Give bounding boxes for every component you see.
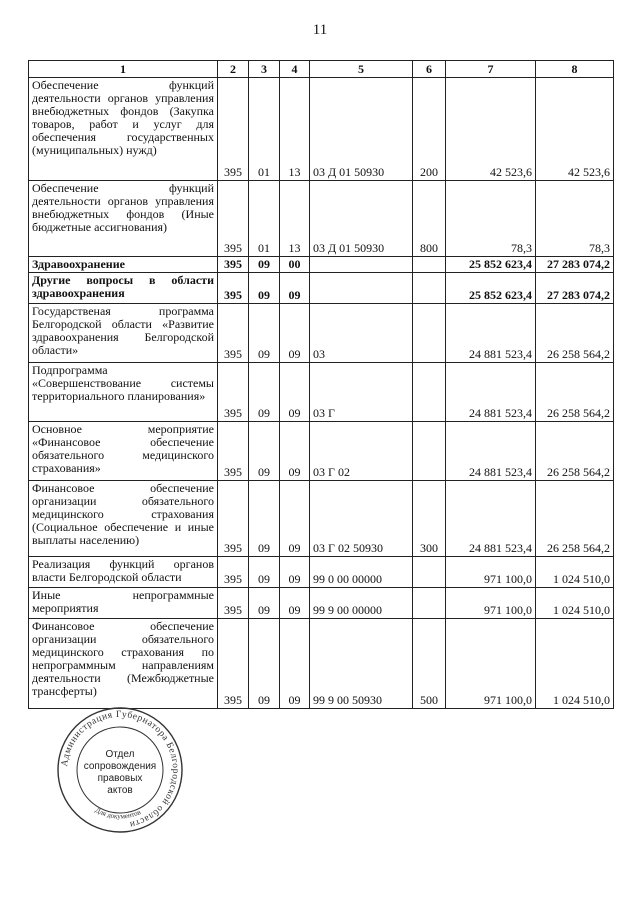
row-vr: 500 bbox=[413, 619, 446, 709]
row-year-2: 26 258 564,2 bbox=[536, 304, 614, 363]
row-csr: 99 0 00 00000 bbox=[310, 557, 413, 588]
row-name: Государственая программа Белгородской области «Развитие здравоохранения Белгородской области» bbox=[29, 304, 218, 363]
row-vr: 200 bbox=[413, 78, 446, 181]
stamp-line-4: актов bbox=[107, 785, 133, 796]
header-col-8: 8 bbox=[536, 61, 614, 78]
row-csr: 03 bbox=[310, 304, 413, 363]
row-pr: 09 bbox=[280, 363, 310, 422]
header-col-5: 5 bbox=[310, 61, 413, 78]
row-year-1: 42 523,6 bbox=[446, 78, 536, 181]
row-year-2: 27 283 074,2 bbox=[536, 273, 614, 304]
table-row bbox=[29, 181, 614, 257]
row-pr: 09 bbox=[280, 422, 310, 481]
row-csr: 03 Г 02 50930 bbox=[310, 481, 413, 557]
row-name: Здравоохранение bbox=[29, 257, 218, 273]
row-pr: 09 bbox=[280, 481, 310, 557]
row-pr: 00 bbox=[280, 257, 310, 273]
row-name: Подпрограмма «Совершенствование системы территориального планирования» bbox=[29, 363, 218, 422]
row-year-1: 24 881 523,4 bbox=[446, 422, 536, 481]
row-pr: 09 bbox=[280, 273, 310, 304]
header-col-6: 6 bbox=[413, 61, 446, 78]
table-row bbox=[29, 557, 614, 588]
row-year-2: 78,3 bbox=[536, 181, 614, 257]
row-ved: 395 bbox=[218, 588, 249, 619]
header-col-2: 2 bbox=[218, 61, 249, 78]
row-ved: 395 bbox=[218, 363, 249, 422]
table-row bbox=[29, 422, 614, 481]
row-rz: 01 bbox=[249, 78, 280, 181]
row-ved: 395 bbox=[218, 481, 249, 557]
row-year-1: 24 881 523,4 bbox=[446, 481, 536, 557]
row-name: Финансовое обеспечение организации обязательного медицинского страхования (Социальное обеспечение и иные выплаты населению) bbox=[29, 481, 218, 557]
row-year-1: 25 852 623,4 bbox=[446, 257, 536, 273]
row-rz: 09 bbox=[249, 588, 280, 619]
row-rz: 09 bbox=[249, 257, 280, 273]
row-ved: 395 bbox=[218, 422, 249, 481]
row-year-2: 26 258 564,2 bbox=[536, 481, 614, 557]
row-vr bbox=[413, 273, 446, 304]
row-rz: 09 bbox=[249, 273, 280, 304]
row-name: Обеспечение функций деятельности органов управления внебюджетных фондов (Закупка товаров, работ и услуг для обеспечения государственных (муниципальных) нужд) bbox=[29, 78, 218, 181]
row-rz: 09 bbox=[249, 481, 280, 557]
row-vr bbox=[413, 363, 446, 422]
row-rz: 09 bbox=[249, 557, 280, 588]
row-year-2: 26 258 564,2 bbox=[536, 422, 614, 481]
row-vr bbox=[413, 557, 446, 588]
header-row bbox=[29, 61, 614, 78]
table-body bbox=[29, 78, 614, 709]
row-year-2: 1 024 510,0 bbox=[536, 557, 614, 588]
row-name: Другие вопросы в области здравоохранения bbox=[29, 273, 218, 304]
row-year-1: 24 881 523,4 bbox=[446, 363, 536, 422]
row-pr: 09 bbox=[280, 619, 310, 709]
page-number: 11 bbox=[312, 22, 328, 38]
budget-table bbox=[28, 60, 614, 709]
row-name: Иные непрограммные мероприятия bbox=[29, 588, 218, 619]
row-vr: 300 bbox=[413, 481, 446, 557]
header-col-1: 1 bbox=[29, 61, 218, 78]
table-row bbox=[29, 363, 614, 422]
stamp-bottom-text: Для документов bbox=[93, 806, 142, 821]
row-csr: 03 Д 01 50930 bbox=[310, 78, 413, 181]
row-vr bbox=[413, 304, 446, 363]
row-rz: 01 bbox=[249, 181, 280, 257]
table-row bbox=[29, 257, 614, 273]
row-year-2: 26 258 564,2 bbox=[536, 363, 614, 422]
table-row bbox=[29, 588, 614, 619]
row-csr: 03 Г 02 bbox=[310, 422, 413, 481]
header-col-7: 7 bbox=[446, 61, 536, 78]
row-year-1: 25 852 623,4 bbox=[446, 273, 536, 304]
row-vr: 800 bbox=[413, 181, 446, 257]
row-ved: 395 bbox=[218, 619, 249, 709]
row-rz: 09 bbox=[249, 619, 280, 709]
stamp-line-2: сопровождения bbox=[83, 761, 157, 772]
stamp-line-1: Отдел bbox=[105, 749, 135, 760]
row-year-1: 78,3 bbox=[446, 181, 536, 257]
row-name: Финансовое обеспечение организации обязательного медицинского страхования по непрограммным направлениям деятельности (Межбюджетные трансферты) bbox=[29, 619, 218, 709]
stamp-line-3: правовых bbox=[97, 773, 143, 784]
row-vr bbox=[413, 588, 446, 619]
row-csr: 99 9 00 50930 bbox=[310, 619, 413, 709]
table-row bbox=[29, 619, 614, 709]
row-name: Основное мероприятие «Финансовое обеспечение обязательного медицинского страхования» bbox=[29, 422, 218, 481]
row-pr: 13 bbox=[280, 181, 310, 257]
table-row bbox=[29, 78, 614, 181]
row-csr: 03 Д 01 50930 bbox=[310, 181, 413, 257]
table-row bbox=[29, 304, 614, 363]
row-year-1: 971 100,0 bbox=[446, 588, 536, 619]
row-rz: 09 bbox=[249, 422, 280, 481]
row-name: Обеспечение функций деятельности органов управления внебюджетных фондов (Иные бюджетные ассигнования) bbox=[29, 181, 218, 257]
header-col-3: 3 bbox=[249, 61, 280, 78]
row-year-1: 971 100,0 bbox=[446, 619, 536, 709]
row-pr: 09 bbox=[280, 557, 310, 588]
official-stamp bbox=[55, 705, 185, 835]
row-year-2: 1 024 510,0 bbox=[536, 588, 614, 619]
table-row bbox=[29, 273, 614, 304]
row-csr: 99 9 00 00000 bbox=[310, 588, 413, 619]
row-csr bbox=[310, 273, 413, 304]
row-rz: 09 bbox=[249, 304, 280, 363]
row-year-2: 1 024 510,0 bbox=[536, 619, 614, 709]
row-year-1: 971 100,0 bbox=[446, 557, 536, 588]
row-rz: 09 bbox=[249, 363, 280, 422]
row-pr: 09 bbox=[280, 304, 310, 363]
row-ved: 395 bbox=[218, 557, 249, 588]
table-row bbox=[29, 481, 614, 557]
header-col-4: 4 bbox=[280, 61, 310, 78]
row-ved: 395 bbox=[218, 257, 249, 273]
row-vr bbox=[413, 422, 446, 481]
row-name: Реализация функций органов власти Белгородской области bbox=[29, 557, 218, 588]
row-vr bbox=[413, 257, 446, 273]
row-csr: 03 Г bbox=[310, 363, 413, 422]
row-year-2: 27 283 074,2 bbox=[536, 257, 614, 273]
stamp-ring-text: Администрация Губернатора Белгородской области bbox=[60, 709, 181, 830]
row-ved: 395 bbox=[218, 304, 249, 363]
row-ved: 395 bbox=[218, 78, 249, 181]
row-year-1: 24 881 523,4 bbox=[446, 304, 536, 363]
row-year-2: 42 523,6 bbox=[536, 78, 614, 181]
row-pr: 13 bbox=[280, 78, 310, 181]
row-ved: 395 bbox=[218, 273, 249, 304]
row-csr bbox=[310, 257, 413, 273]
row-ved: 395 bbox=[218, 181, 249, 257]
row-pr: 09 bbox=[280, 588, 310, 619]
